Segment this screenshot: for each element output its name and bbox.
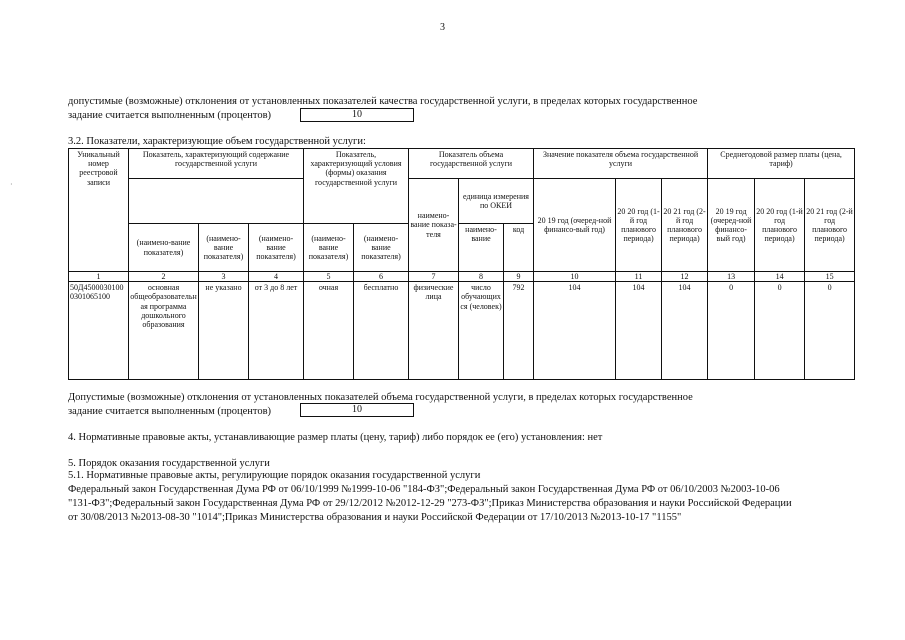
section-5-title: 5. Порядок оказания государственной услуги bbox=[68, 458, 270, 469]
cell-program: основная общеобразовательная программа дошкольного образования bbox=[129, 282, 199, 380]
col-number: 11 bbox=[616, 272, 662, 282]
cell-fee-year-2: 0 bbox=[755, 282, 805, 380]
header-sub-name-5: (наимено-вание показателя) bbox=[304, 224, 354, 272]
header-volume-indicator: Показатель объема государственной услуги bbox=[409, 149, 534, 179]
col-number: 1 bbox=[69, 272, 129, 282]
cell-unique-number: 50Д45000301000301065100 bbox=[69, 282, 129, 380]
quality-deviation-text-1: допустимые (возможные) отклонения от установленных показателей качества государственной услуги, в пределах которых государственное bbox=[68, 96, 698, 107]
col-number: 12 bbox=[662, 272, 708, 282]
cell-value-year-1: 104 bbox=[534, 282, 616, 380]
cell-unit-code: 792 bbox=[504, 282, 534, 380]
cell-c3: не указано bbox=[199, 282, 249, 380]
col-number: 4 bbox=[249, 272, 304, 282]
cell-fee-year-1: 0 bbox=[708, 282, 755, 380]
col-number: 9 bbox=[504, 272, 534, 282]
volume-deviation-text-2: задание считается выполненным (процентов) bbox=[68, 406, 272, 417]
quality-deviation-value: 10 bbox=[300, 108, 414, 122]
col-number: 6 bbox=[354, 272, 409, 282]
header-content-indicator: Показатель, характеризующий содержание государственной услуги bbox=[129, 149, 304, 179]
header-content-blank bbox=[129, 179, 304, 224]
col-number: 2 bbox=[129, 272, 199, 282]
header-fee-year-2: 20 20 год (1-й год планового периода) bbox=[755, 179, 805, 272]
section-4-text: 4. Нормативные правовые акты, устанавливающие размер платы (цену, тариф) либо порядок ее (его) установления: нет bbox=[68, 432, 603, 443]
cell-indicator-name: физические лица bbox=[409, 282, 459, 380]
header-value-year-3: 20 21 год (2-й год планового периода) bbox=[662, 179, 708, 272]
margin-mark: · bbox=[10, 180, 13, 189]
cell-payment: бесплатно bbox=[354, 282, 409, 380]
volume-deviation-text-1: Допустимые (возможные) отклонения от установленных показателей объема государственной услуги, в пределах которых государственное bbox=[68, 392, 693, 403]
col-number: 5 bbox=[304, 272, 354, 282]
quality-deviation-text-2: задание считается выполненным (процентов) bbox=[68, 110, 272, 121]
section-3-2-title: 3.2. Показатели, характеризующие объем государственной услуги: bbox=[68, 136, 366, 147]
col-number: 8 bbox=[459, 272, 504, 282]
page-number: 3 bbox=[440, 22, 445, 33]
cell-value-year-3: 104 bbox=[662, 282, 708, 380]
col-number: 14 bbox=[755, 272, 805, 282]
header-value-year-1: 20 19 год (очеред-ной финансо-вый год) bbox=[534, 179, 616, 272]
header-unit-code: код bbox=[504, 224, 534, 272]
header-indicator-name: наимено-вание показа-теля bbox=[409, 179, 459, 272]
section-5-legal-line-1: Федеральный закон Государственная Дума РФ от 06/10/1999 №1999-10-06 "184-ФЗ";Федеральный закон Государственная Дума РФ от 06/10/2003 №2003-10-06 bbox=[68, 484, 780, 495]
header-unit: единица измерения по ОКЕИ bbox=[459, 179, 534, 224]
cell-value-year-2: 104 bbox=[616, 282, 662, 380]
header-fee: Среднегодовой размер платы (цена, тариф) bbox=[708, 149, 855, 179]
header-conditions-indicator: Показатель, характеризующий условия (формы) оказания государственной услуги bbox=[304, 149, 409, 224]
header-unique-number: Уникальный номер реестровой записи bbox=[69, 149, 129, 272]
cell-fee-year-3: 0 bbox=[805, 282, 855, 380]
cell-age: от 3 до 8 лет bbox=[249, 282, 304, 380]
section-5-legal-line-3: от 30/08/2013 №2013-08-30 "1014";Приказ Министерства образования и науки Российской Федерации от 17/10/2013 №2013-10-17 "1155" bbox=[68, 512, 682, 523]
table-row bbox=[69, 282, 855, 380]
header-fee-year-1: 20 19 год (очеред-ной финансо-вый год) bbox=[708, 179, 755, 272]
col-number: 13 bbox=[708, 272, 755, 282]
volume-indicators-table bbox=[68, 148, 855, 380]
header-fee-year-3: 20 21 год (2-й год планового периода) bbox=[805, 179, 855, 272]
header-value-indicator: Значение показателя объема государственной услуги bbox=[534, 149, 708, 179]
cell-unit-name: число обучающихся (человек) bbox=[459, 282, 504, 380]
cell-form: очная bbox=[304, 282, 354, 380]
header-sub-name-4: (наимено-вание показателя) bbox=[249, 224, 304, 272]
volume-deviation-value: 10 bbox=[300, 403, 414, 417]
header-unit-name: наимено-вание bbox=[459, 224, 504, 272]
section-5-1-title: 5.1. Нормативные правовые акты, регулирующие порядок оказания государственной услуги bbox=[68, 470, 481, 481]
col-number: 3 bbox=[199, 272, 249, 282]
section-5-legal-line-2: "131-ФЗ";Федеральный закон Государственная Дума РФ от 29/12/2012 №2012-12-29 "273-ФЗ";Приказ Министерства образования и науки Российской Федерации bbox=[68, 498, 792, 509]
header-sub-name-3: (наимено-вание показателя) bbox=[199, 224, 249, 272]
col-number: 7 bbox=[409, 272, 459, 282]
header-value-year-2: 20 20 год (1-й год планового периода) bbox=[616, 179, 662, 272]
col-number: 15 bbox=[805, 272, 855, 282]
col-number: 10 bbox=[534, 272, 616, 282]
header-sub-name-6: (наимено-вание показателя) bbox=[354, 224, 409, 272]
header-sub-name-2: (наимено-вание показателя) bbox=[129, 224, 199, 272]
